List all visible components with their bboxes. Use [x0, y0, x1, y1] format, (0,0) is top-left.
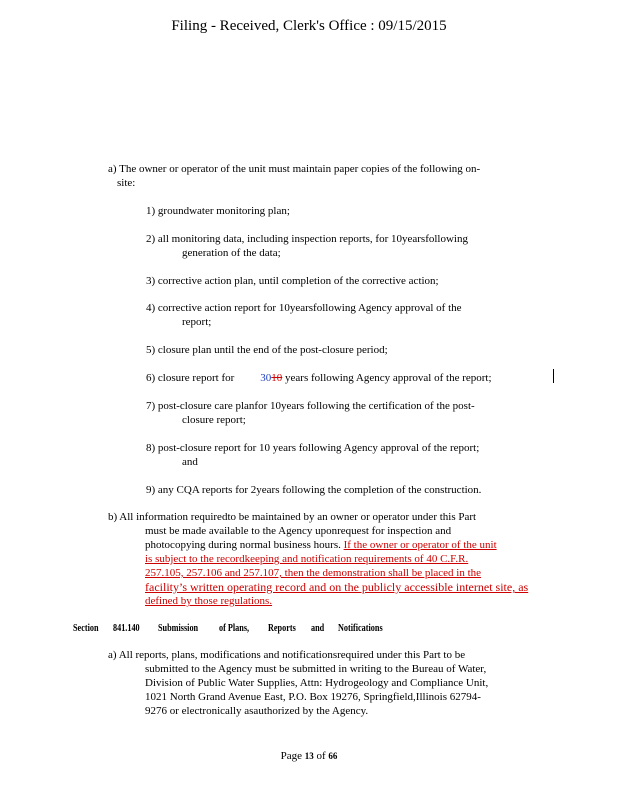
filing-header: Filing - Received, Clerk's Office : 09/15/2015	[171, 18, 447, 34]
deleted-value: 10	[271, 372, 283, 384]
inserted-text: defined by those regulations.	[145, 595, 273, 607]
list-item-8-cont: and	[182, 456, 198, 468]
section-number: 841.140	[113, 623, 140, 634]
para-b-line	[145, 538, 497, 552]
list-item-6	[146, 371, 492, 385]
section-title: Submission	[158, 623, 199, 634]
page-footer	[0, 750, 618, 762]
para-b-line: must be made available to the Agency uponrequest for inspection and	[145, 525, 452, 537]
list-item-6-pre: 6) closure report for	[146, 372, 235, 384]
section-title: Reports	[268, 623, 296, 634]
para-b-plain: photocopying during normal business hours.	[145, 539, 341, 551]
page-number: 13	[304, 751, 314, 761]
para-a-line: site:	[117, 177, 136, 189]
section-label: Section	[73, 623, 99, 634]
section-title: of Plans,	[219, 623, 250, 634]
inserted-text: If the owner or operator of the unit	[343, 539, 497, 551]
inserted-text: facility’s written operating record and on the publicly accessible internet site, as	[145, 580, 529, 594]
para-a-line: a) The owner or operator of the unit must maintain paper copies of the following on-	[108, 163, 481, 175]
section-para-line: 1021 North Grand Avenue East, P.O. Box 19276, Springfield,Illinois 62794-	[145, 691, 481, 703]
page-total: 66	[328, 751, 338, 761]
list-item-7: 7) post-closure care planfor 10years following the certification of the post-	[146, 400, 475, 412]
list-item-6-post: years following Agency approval of the report;	[285, 372, 492, 384]
list-item-5: 5) closure plan until the end of the post-closure period;	[146, 344, 388, 356]
inserted-text: is subject to the recordkeeping and notification requirements of 40 C.F.R.	[145, 553, 469, 565]
section-para-line: submitted to the Agency must be submitted in writing to the Bureau of Water,	[145, 663, 487, 675]
list-item-4-cont: report;	[182, 316, 212, 328]
section-para-line: Division of Public Water Supplies, Attn: Hydrogeology and Compliance Unit,	[145, 677, 489, 689]
list-item-8: 8) post-closure report for 10 years following Agency approval of the report;	[146, 442, 480, 454]
list-item-2-cont: generation of the data;	[182, 247, 281, 259]
inserted-text: 257.105, 257.106 and 257.107, then the demonstration shall be placed in the	[145, 567, 482, 579]
list-item-2: 2) all monitoring data, including inspection reports, for 10yearsfollowing	[146, 233, 468, 245]
of-label: of	[316, 750, 326, 762]
inserted-value: 30	[260, 372, 272, 384]
section-title: and	[311, 623, 325, 634]
page-label: Page	[280, 750, 302, 762]
text-cursor	[553, 369, 554, 383]
list-item-9: 9) any CQA reports for 2years following the completion of the construction.	[146, 484, 482, 496]
section-title: Notifications	[338, 623, 383, 634]
list-item-7-cont: closure report;	[182, 414, 246, 426]
list-item-1: 1) groundwater monitoring plan;	[146, 205, 290, 217]
section-para-line: 9276 or electronically asauthorized by the Agency.	[145, 705, 369, 717]
section-para-line: a) All reports, plans, modifications and notificationsrequired under this Part to be	[108, 649, 466, 661]
list-item-3: 3) corrective action plan, until completion of the corrective action;	[146, 275, 439, 287]
para-b-line: b) All information requiredto be maintained by an owner or operator under this Part	[108, 511, 477, 523]
list-item-4: 4) corrective action report for 10yearsfollowing Agency approval of the	[146, 302, 462, 314]
